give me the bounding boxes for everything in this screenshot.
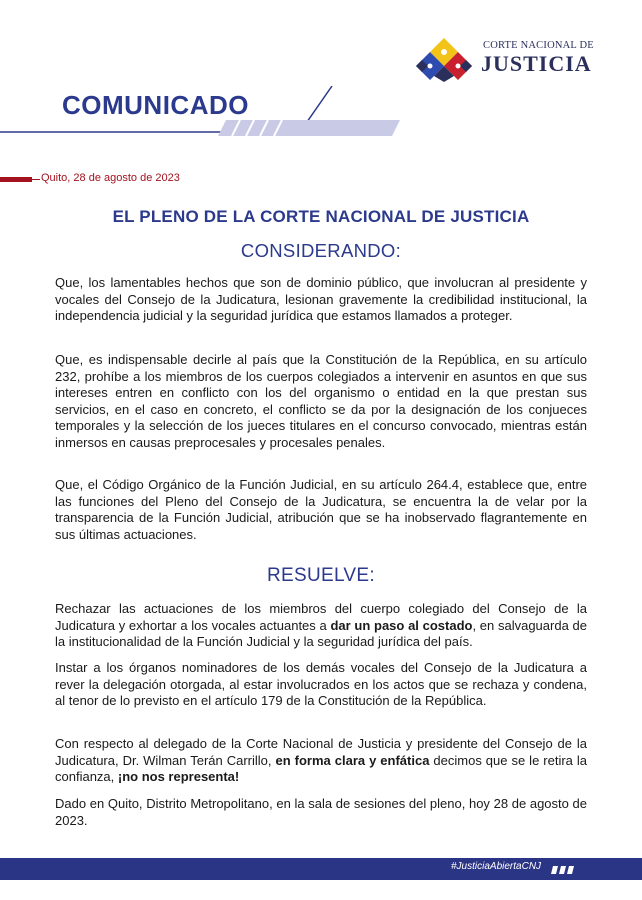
document-type-title: COMUNICADO — [62, 90, 249, 120]
emphasis-text: dar un paso al costado — [330, 617, 473, 633]
emphasis-text: ¡no nos representa! — [117, 769, 240, 784]
resuelve-paragraph-4: Dado en Quito, Distrito Metropolitano, en la sala de sesiones del pleno, hoy 28 de agosto de 2023. — [55, 796, 587, 828]
document-date: Quito, 28 de agosto de 2023 — [41, 172, 180, 184]
main-heading: EL PLENO DE LA CORTE NACIONAL DE JUSTICIA — [112, 207, 530, 226]
considerando-heading: CONSIDERANDO: — [240, 240, 402, 261]
resuelve-paragraph-2: Instar a los órganos nominadores de los demás vocales del Consejo de la Judicatura a rever la delegación otorgada, al estar involucrados en los actos que se rechaza y condena, al tenor de lo previsto en el artículo 179 de la Constitución de la República. — [55, 660, 587, 708]
resuelve-paragraph-3: Con respecto al delegado de la Corte Nacional de Justicia y presidente del Consejo de la Judicatura, Dr. Wilman Terán Carrillo, en forma clara y enfática decimos que se le retira la confianza, ¡no nos representa! — [55, 736, 587, 784]
resuelve-paragraph-1: Rechazar las actuaciones de los miembros del cuerpo colegiado del Consejo de la Judicatura y exhortar a los vocales actuantes a dar un paso al costado, en salvaguarda de la institucionalidad de la Función Judicial y la seguridad jurídica del país. — [55, 601, 587, 649]
footer-hashtag: #JusticiaAbiertaCNJ — [451, 861, 542, 872]
considerando-paragraph-2: Que, es indispensable decirle al país que la Constitución de la República, en su artículo 232, prohíbe a los miembros de los cuerpos colegiados a intervenir en asuntos en que sus intereses entren en conflicto con los del organismo o entidad en la que prestan sus servicios, en el caso en concreto, el conflicto se da por la designación de los conjueces temporales y la selección de los jueces titulares en el concurso convocado, mientras están inmersos en causas preprocesales y procesales penales. — [55, 352, 587, 450]
logo-text-top: CORTE NACIONAL DE — [483, 40, 594, 51]
resuelve-heading: RESUELVE: — [267, 565, 375, 586]
footer-bar — [0, 858, 642, 880]
date-accent-bar — [0, 177, 32, 182]
considerando-paragraph-1: Que, los lamentables hechos que son de dominio público, que involucran al presidente y vocales del Consejo de la Judicatura, lesionan gravemente la credibilidad institucional, la independencia judicial y la seguridad jurídica que estamos llamados a proteger. — [55, 275, 587, 323]
chevrons-icon — [550, 864, 578, 876]
emphasis-text: en forma clara y enfática — [275, 752, 430, 768]
cnj-logo — [408, 36, 608, 82]
date-accent-line — [32, 179, 40, 180]
cnj-emblem-icon — [408, 36, 480, 82]
considerando-paragraph-3: Que, el Código Orgánico de la Función Judicial, en su artículo 264.4, establece que, entre las funciones del Pleno del Consejo de la Judicatura, se encuentra la de velar por la transparencia de la Función Judicial, atribución que se ha inobservado flagrantemente en sus últimas actuaciones. — [55, 477, 587, 542]
logo-text-main: JUSTICIA — [481, 51, 592, 76]
